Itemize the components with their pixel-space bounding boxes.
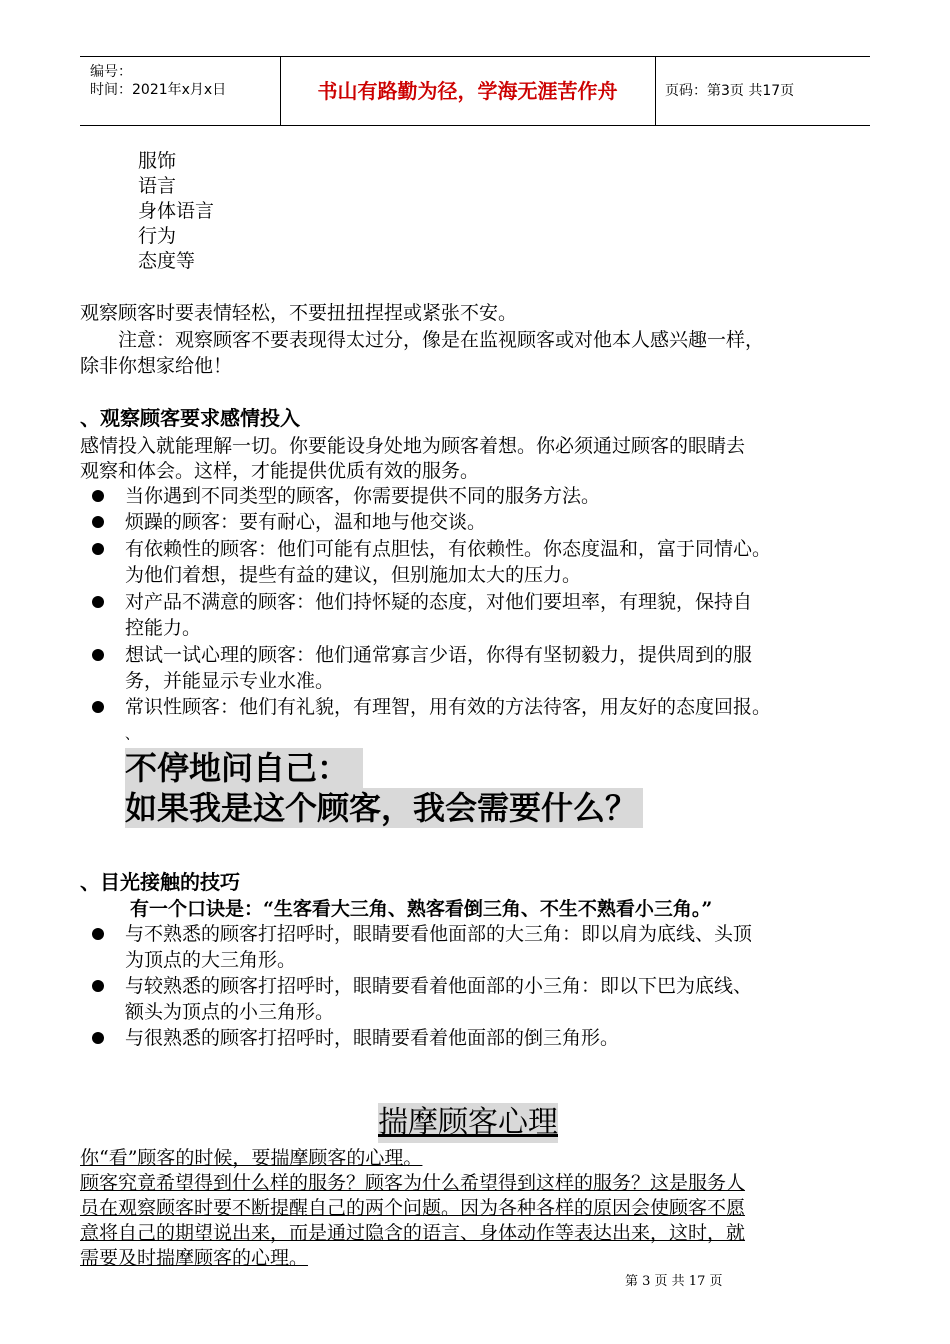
bullet-dot	[92, 980, 104, 992]
bullet-dot	[92, 701, 104, 713]
header-page-info: 页码：第3页 共17页	[665, 83, 795, 99]
bullet-text: 与很熟悉的顾客打招呼时，眼睛要看着他面部的倒三角形。	[125, 1027, 620, 1049]
bullet-dot	[92, 928, 104, 940]
header-motto: 书山有路勤为径，学海无涯苦作舟	[280, 57, 656, 125]
paragraph-line: 员在观察顾客时要不断提醒自己的两个问题。因为各种各样的原因会使顾客不愿	[80, 1197, 746, 1219]
list-item: 服饰	[138, 150, 177, 172]
bullet-text: 当你遇到不同类型的顾客，你需要提供不同的服务方法。	[125, 485, 601, 507]
list-item: 态度等	[138, 250, 196, 272]
page-footer: 第 3 页 共 17 页	[625, 1274, 723, 1289]
header-number-label: 编号：	[90, 64, 132, 80]
paragraph: 除非你想家给他！	[80, 355, 233, 377]
callout-line: 如果我是这个顾客，我会需要什么？	[125, 788, 643, 828]
list-item: 行为	[138, 225, 177, 247]
list-item: 身体语言	[138, 200, 215, 222]
bullet-text: 烦躁的顾客：要有耐心，温和地与他交谈。	[125, 511, 487, 533]
paragraph-line: 顾客究竟希望得到什么样的服务？顾客为什么希望得到这样的服务？这是服务人	[80, 1172, 746, 1194]
paragraph: 感情投入就能理解一切。你要能设身处地为顾客着想。你必须通过顾客的眼睛去	[80, 435, 746, 457]
header-meta	[80, 57, 281, 125]
section-title: 揣摩顾客心理	[378, 1103, 558, 1143]
bullet-text: 务，并能显示专业水准。	[125, 670, 335, 692]
bullet-dot	[92, 596, 104, 608]
bullet-dot	[92, 649, 104, 661]
section-heading: 、目光接触的技巧	[80, 870, 240, 894]
bullet-text: 为他们着想，提些有益的建议，但别施加太大的压力。	[125, 564, 582, 586]
bullet-text: 额头为顶点的小三角形。	[125, 1001, 335, 1023]
bullet-dot	[92, 490, 104, 502]
bullet-dot	[92, 516, 104, 528]
paragraph: 观察和体会。这样，才能提供优质有效的服务。	[80, 460, 480, 482]
bullet-text: 控能力。	[125, 617, 202, 639]
bullet-text: 与较熟悉的顾客打招呼时，眼睛要看着他面部的小三角：即以下巴为底线、	[125, 975, 753, 997]
bullet-text: 有依赖性的顾客：他们可能有点胆怯，有依赖性。你态度温和，富于同情心。	[125, 538, 772, 560]
paragraph-line: 意将自己的期望说出来，而是通过隐含的语言、身体动作等表达出来，这时，就	[80, 1222, 746, 1244]
section-heading: 、观察顾客要求感情投入	[80, 406, 300, 430]
section-motto: 有一个口诀是：“生客看大三角、熟客看倒三角、不生不熟看小三角。”	[130, 898, 713, 920]
bullet-dot	[92, 1032, 104, 1044]
list-item: 语言	[138, 175, 177, 197]
header-time-label: 时间：2021年x月x日	[90, 82, 227, 98]
page-header	[80, 56, 870, 126]
bullet-text: 想试一试心理的顾客：他们通常寡言少语，你得有坚韧毅力，提供周到的服	[125, 644, 753, 666]
bullet-text: 对产品不满意的顾客：他们持怀疑的态度，对他们要坦率，有理貌，保持自	[125, 591, 753, 613]
bullet-text: 为顶点的大三角形。	[125, 949, 297, 971]
bullet-dot	[92, 543, 104, 555]
callout-line: 不停地问自己：	[125, 748, 363, 788]
paragraph: 观察顾客时要表情轻松，不要扭扭捏捏或紧张不安。	[80, 302, 518, 324]
paragraph-line: 需要及时揣摩顾客的心理。	[80, 1247, 309, 1269]
paragraph-line: 你“看”顾客的时候，要揣摩顾客的心理。	[80, 1147, 423, 1169]
stray-mark: 、	[125, 727, 139, 743]
paragraph: 注意：观察顾客不要表现得太过分，像是在监视顾客或对他本人感兴趣一样，	[118, 329, 765, 351]
bullet-text: 常识性顾客：他们有礼貌，有理智，用有效的方法待客，用友好的态度回报。	[125, 696, 772, 718]
bullet-text: 与不熟悉的顾客打招呼时，眼睛要看他面部的大三角：即以肩为底线、头顶	[125, 923, 753, 945]
